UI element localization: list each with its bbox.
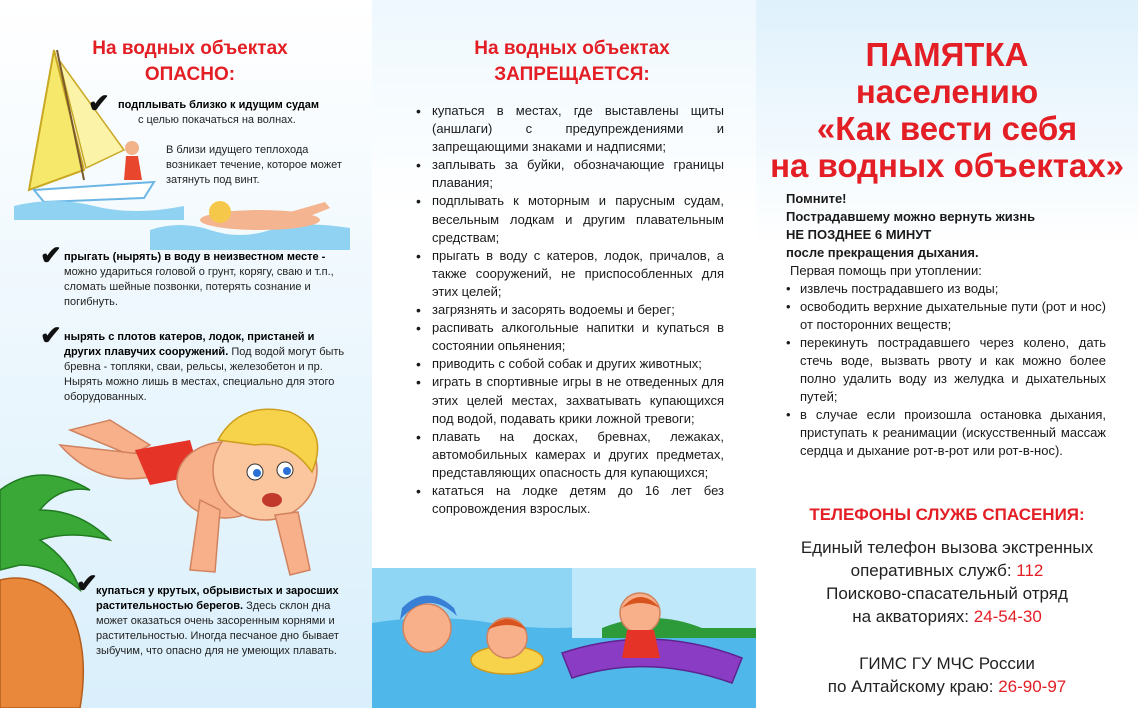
remember-label: Помните! [786,191,847,206]
list-item: • купаться в местах, где выставлены щиты (аншлаги) с предупреждениями и запрещающими знаками и надписями; [414,102,724,156]
checkmark-icon: ✔ [88,88,110,118]
left-title-line1: На водных объектах [92,38,288,59]
memo-title-line1: ПАМЯТКА [865,36,1029,73]
revival-note-line3: после прекращения дыхания. [786,245,979,260]
phone-1-number: 112 [1016,561,1044,580]
org-line2 [756,675,1138,698]
list-item: • плавать на досках, бревнах, лежаках, автомобильных камерах и других предметах, представляющих опасность для купающихся; [414,428,724,482]
phone-1-label-b: оперативных служб: [850,561,1012,580]
phone-2-line [756,605,1138,628]
list-item: • подплывать к моторным и парусным судам, весельным лодкам и другим плавательным средствам; [414,192,724,246]
list-item: • распивать алкогольные напитки и купаться в состоянии опьянения; [414,319,724,355]
first-aid-steps [786,280,1106,460]
list-item: • в случае если произошла остановка дыхания, приступать к реанимации (искусственный массаж сердца и дыхание рот-в-рот или рот-в-нос). [786,406,1106,460]
left-item-1-bold: подплывать близко к идущим судам [118,99,320,111]
list-item: • играть в спортивные игры в не отведенных для этих целей местах, захватывать купающихся под водой, подавать крики ложной тревоги; [414,373,724,427]
left-item-3-text: Под водой могут быть бревна - топляки, сваи, рельсы, железобетон и пр. Нырять можно лишь в местах, специально для этого оборудованных. [64,346,345,403]
left-item-3 [64,330,349,405]
list-item: • приводить с собой собак и других животных; [414,355,724,373]
phone-2-label-b: на акваториях: [852,607,969,626]
org-line1: ГИМС ГУ МЧС России [859,654,1035,673]
left-item-1-text: с целью покачаться на волнах. [138,114,296,126]
phone-1-label-a: Единый телефон вызова экстренных [800,538,1094,557]
left-item-1 [118,98,348,128]
org-label: по Алтайскому краю: [827,677,994,696]
list-item: • загрязнять и засорять водоемы и берег; [414,301,724,319]
left-title-line2: ОПАСНО: [144,64,236,85]
left-item-2 [64,250,349,310]
left-item-3-bold: нырять с плотов катеров, лодок, пристаней и других плавучих сооружений. [64,331,315,358]
middle-title-line1: На водных объектах [474,38,670,59]
memo-title [756,36,1138,184]
left-item-4-bold: купаться у крутых, обрывистых и заросших растительностью берегов. [96,585,339,612]
right-panel [756,0,1138,708]
checkmark-icon: ✔ [40,240,62,270]
list-item: • прыгать в воду с катеров, лодок, причалов, а также сооружений, не приспособленных для этих целей; [414,247,724,301]
first-aid-block [786,190,1106,460]
left-item-1-note: В близи идущего теплохода возникает течение, которое может затянуть под винт. [166,144,342,186]
left-item-4-text: Здесь склон дна может оказаться очень засоренным корнями и растительностью. Иногда песчаное дно бывает зыбучим, что опасно для не умеющих плавать. [96,600,339,657]
first-aid-heading: Первая помощь при утоплении: [790,263,982,278]
checkmark-icon: ✔ [40,320,62,350]
left-title [60,36,320,88]
left-item-2-bold: прыгать (нырять) в воду в неизвестном месте - [64,251,326,263]
kids-in-water-illustration [372,568,756,708]
phones-heading: ТЕЛЕФОНЫ СЛУЖБ СПАСЕНИЯ: [809,505,1085,524]
middle-title-line2: ЗАПРЕЩАЕТСЯ: [494,64,650,85]
phone-1-line [756,559,1138,582]
list-item: • кататься на лодке детям до 16 лет без сопровождения взрослых. [414,482,724,518]
prohibited-list [414,102,724,518]
middle-panel [372,0,756,708]
revival-note-line2: НЕ ПОЗДНЕЕ 6 МИНУТ [786,227,932,242]
middle-title [432,36,712,88]
left-item-4 [96,584,352,659]
memo-title-line4: на водных объектах» [770,147,1124,184]
swimmer-illustration [150,190,350,250]
list-item: • перекинуть пострадавшего через колено, дать стечь воде, вызвать рвоту и как можно более полно удалить воду из желудка и дыхательных путей; [786,334,1106,406]
revival-note-line1: Пострадавшему можно вернуть жизнь [786,209,1036,224]
phone-2-number: 24-54-30 [973,607,1042,626]
memo-title-line3: «Как вести себя [816,110,1078,147]
memo-title-line2: населению [855,73,1039,110]
list-item: • освободить верхние дыхательные пути (рот и нос) от посторонних веществ; [786,298,1106,334]
list-item: • извлечь пострадавшего из воды; [786,280,1106,298]
list-item: • заплывать за буйки, обозначающие границы плавания; [414,156,724,192]
left-item-2-text: можно удариться головой о грунт, корягу, сваю и т.п., сломать шейные позвонки, потерять сознание и погибнуть. [64,266,334,308]
phone-2-label-a: Поисково-спасательный отряд [826,584,1068,603]
checkmark-icon: ✔ [76,568,98,598]
org-number: 26-90-97 [998,677,1067,696]
left-panel [0,0,372,708]
